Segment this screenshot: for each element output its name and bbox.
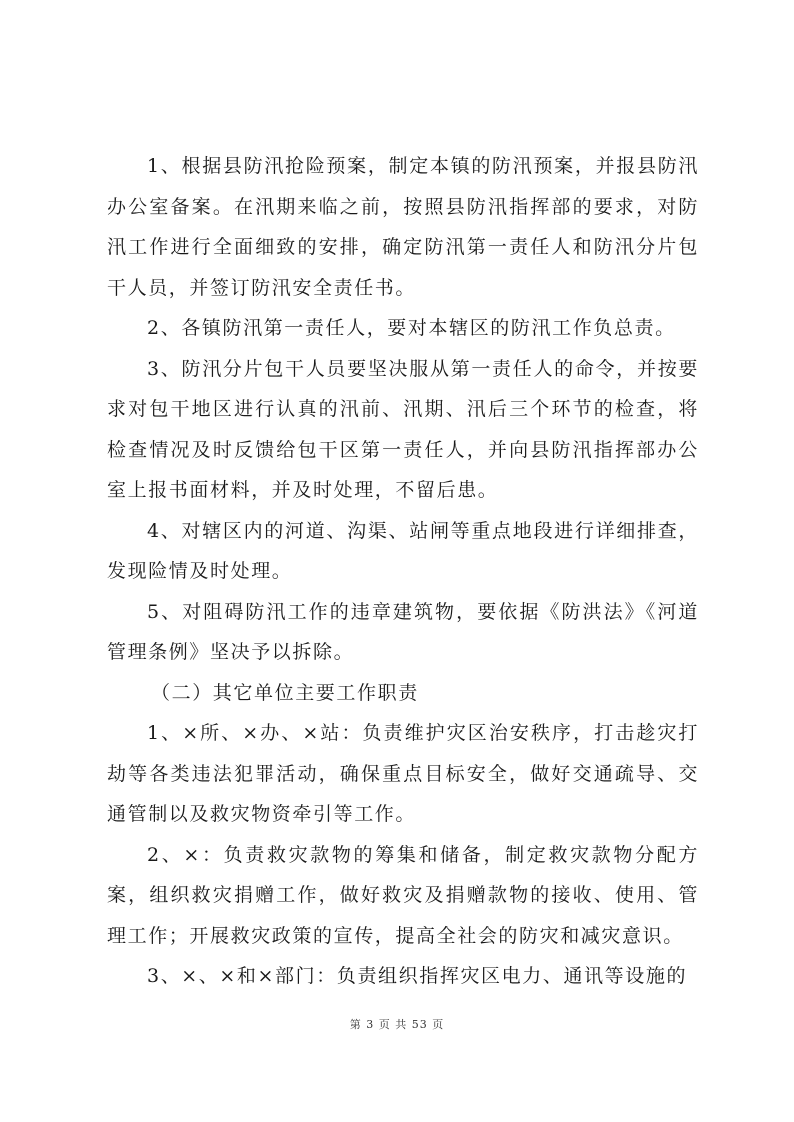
paragraph-7: 2、×：负责救灾款物的筹集和储备，制定救灾款物分配方案，组织救灾捐赠工作，做好救灾及捐赠款物的接收、使用、管理工作；开展救灾政策的宣传，提高全社会的防灾和减灾意识。 (107, 843, 699, 947)
document-body (107, 146, 699, 997)
paragraph-6: 1、×所、×办、×站：负责维护灾区治安秩序，打击趁灾打劫等各类违法犯罪活动，确保重点目标安全，做好交通疏导、交通管制以及救灾物资牵引等工作。 (107, 722, 699, 825)
paragraph-1: 1、根据县防汛抢险预案，制定本镇的防汛预案，并报县防汛办公室备案。在汛期来临之前，按照县防汛指挥部的要求，对防汛工作进行全面细致的安排，确定防汛第一责任人和防汛分片包干人员，并签订防汛安全责任书。 (107, 155, 699, 299)
paragraph-3: 3、防汛分片包干人员要坚决服从第一责任人的命令，并按要求对包干地区进行认真的汛前、汛期、汛后三个环节的检查，将检查情况及时反馈给包干区第一责任人，并向县防汛指挥部办公室上报书面材料，并及时处理，不留后患。 (107, 357, 699, 501)
paragraph-5: 5、对阻碍防汛工作的违章建筑物，要依据《防洪法》《河道管理条例》坚决予以拆除。 (107, 600, 699, 663)
section-heading: （二）其它单位主要工作职责 (151, 681, 419, 704)
paragraph-8: 3、×、×和×部门：负责组织指挥灾区电力、通讯等设施的 (147, 965, 688, 987)
page-number-footer: 第 3 页 共 53 页 (349, 1018, 445, 1031)
paragraph-2: 2、各镇防汛第一责任人，要对本辖区的防汛工作负总责。 (147, 317, 676, 339)
paragraph-4: 4、对辖区内的河道、沟渠、站闸等重点地段进行详细排查，发现险情及时处理。 (107, 519, 699, 582)
